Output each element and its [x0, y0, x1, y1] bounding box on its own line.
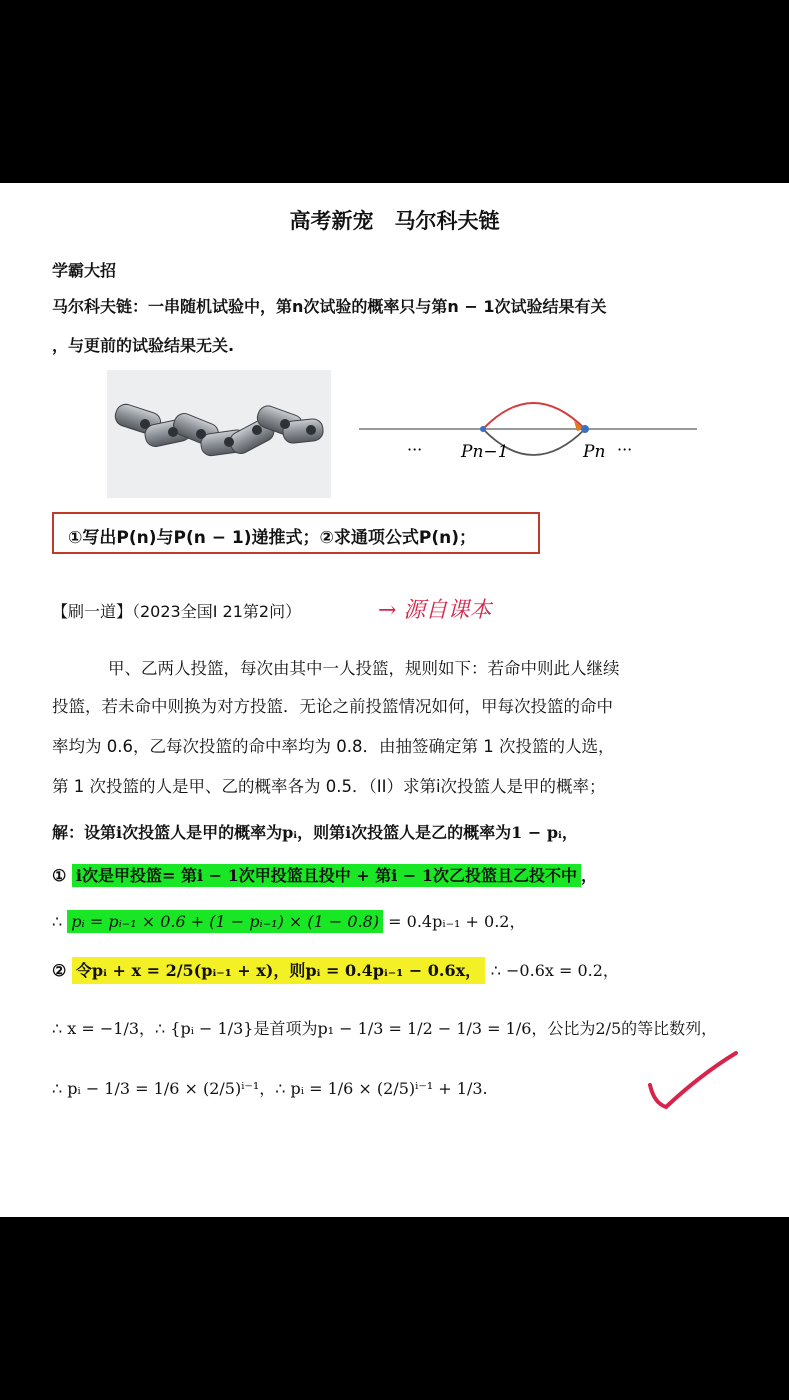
page-title: 高考新宠 马尔科夫链 [289, 209, 500, 233]
section-heading: 学霸大招 [52, 261, 117, 280]
recurrence-highlight: pᵢ = pᵢ₋₁ × 0.6 + (1 − pᵢ₋₁) × (1 − 0.8) [67, 910, 383, 933]
task-text: ①写出P(n)与P(n − 1)递推式；②求通项公式P(n)； [68, 528, 476, 548]
node-next-dot [581, 425, 589, 433]
step-1-tail: ， [581, 866, 598, 885]
problem-line-2: 投篮，若未命中则换为对方投篮．无论之前投篮情况如何，甲每次投篮的命中 [52, 697, 613, 716]
node-prev-dot [480, 426, 486, 432]
problem-line-3: 率均为 0.6，乙每次投篮的命中率均为 0.8．由抽签确定第 1 次投篮的人选， [52, 737, 615, 756]
solution-line-1: 解：设第i次投篮人是甲的概率为pᵢ，则第i次投篮人是乙的概率为1 − pᵢ， [52, 823, 578, 842]
recurrence-tail: = 0.4pᵢ₋₁ + 0.2， [388, 912, 526, 931]
solution-line-6: ∴ pᵢ − 1/3 = 1/6 × (2/5)ⁱ⁻¹，∴ pᵢ = 1/6 × (2/5)ⁱ⁻¹ + 1/3. [52, 1079, 488, 1098]
step-1-highlight: i次是甲投篮= 第i − 1次甲投篮且投中 + 第i − 1次乙投篮且乙投不中 [72, 864, 581, 887]
solution-line-2 [52, 863, 597, 886]
therefore-mark: ∴ [52, 912, 63, 931]
markov-arc-diagram [355, 383, 700, 483]
problem-line-4: 第 1 次投篮的人是甲、乙的概率各为 0.5．（II）求第i次投篮人是甲的概率； [52, 777, 606, 796]
solution-line-5: ∴ x = −1/3，∴ {pᵢ − 1/3}是首项为p₁ − 1/3 = 1/2 − 1/3 = 1/6，公比为2/5的等比数列， [52, 1019, 718, 1038]
step-1-mark: ① [52, 866, 67, 885]
check-mark-icon [640, 1045, 750, 1125]
definition-line-1: 马尔科夫链：一串随机试验中，第n次试验的概率只与第n − 1次试验结果有关 [52, 297, 607, 316]
solution-line-3 [52, 909, 525, 932]
label-p-prev: Pn−1 [461, 442, 509, 462]
step-2-highlight: 令pᵢ + x = 2/5(pᵢ₋₁ + x)，则pᵢ = 0.4pᵢ₋₁ − 0.6x， [72, 957, 485, 984]
chain-photo [107, 370, 331, 498]
right-dots: ··· [617, 440, 633, 459]
label-p-next: Pn [583, 442, 606, 462]
handwritten-note: → 源自课本 [378, 598, 492, 623]
left-dots: ··· [407, 440, 423, 459]
chain-illustration [107, 370, 331, 498]
markov-diagram [355, 383, 700, 483]
definition-line-2: ，与更前的试验结果无关. [52, 336, 235, 355]
solution-line-4 [52, 958, 619, 981]
exercise-label: 【刷一道】（2023全国Ⅰ 21第2问） [52, 602, 302, 621]
task-box [52, 512, 540, 554]
step-2-tail: ∴ −0.6x = 0.2， [490, 961, 619, 980]
forward-arc [483, 403, 585, 429]
step-2-mark: ② [52, 961, 67, 980]
problem-line-1: 甲、乙两人投篮，每次由其中一人投篮，规则如下：若命中则此人继续 [108, 659, 620, 678]
document-page [0, 183, 789, 1217]
